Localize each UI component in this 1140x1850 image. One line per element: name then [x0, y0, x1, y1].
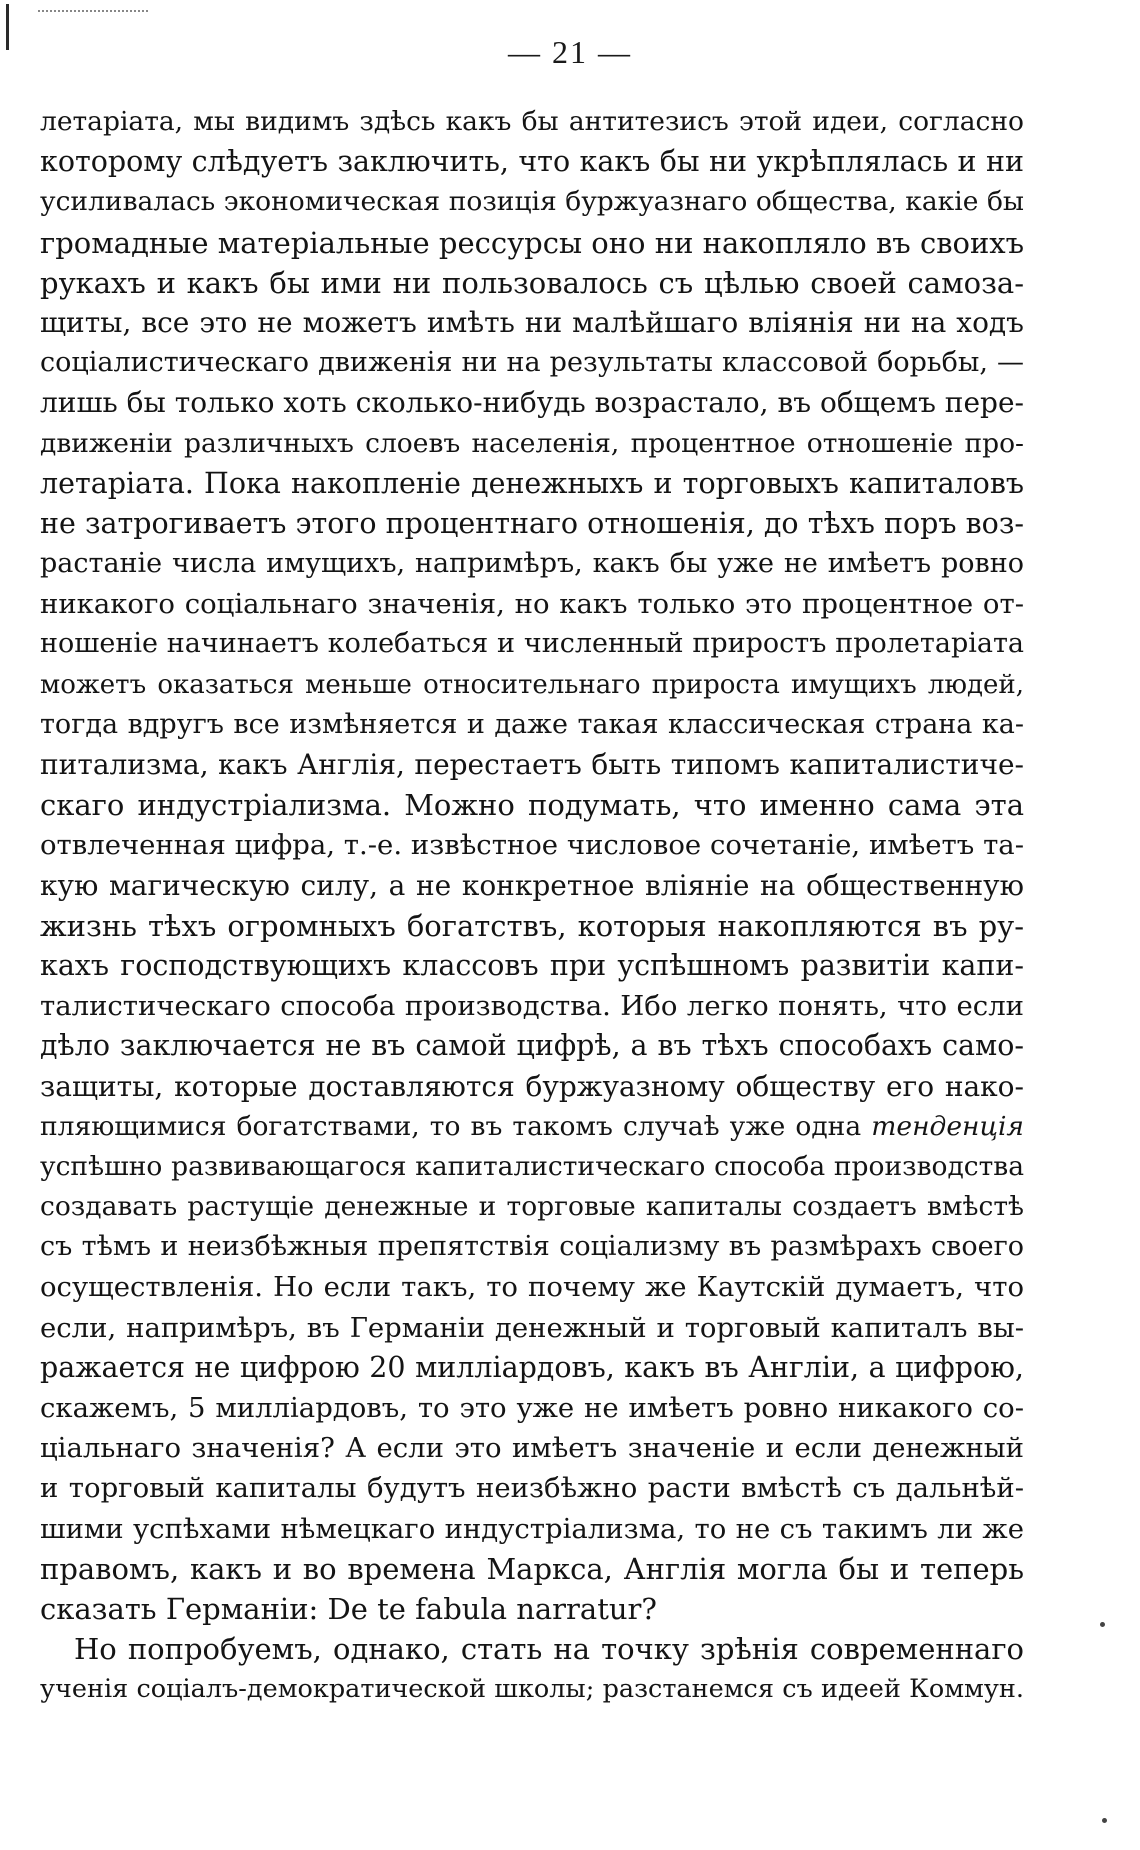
text-line: тогда вдругъ все измѣняется и даже такая классическая страна ка- — [40, 708, 1024, 740]
text-line: ношеніе начинаетъ колебаться и численный приростъ пролетаріата — [40, 628, 1024, 660]
text-line-with-emphasis — [40, 1107, 1024, 1147]
text-line: растаніе числа имущихъ, напримѣръ, какъ бы уже не имѣетъ ровно — [40, 548, 1024, 580]
text-line: осуществленія. Но если такъ, то почему же Каутскій думаетъ, что — [40, 1271, 1024, 1304]
text-line: отвлеченная цифра, т.-е. извѣстное числовое сочетаніе, имѣетъ та- — [40, 829, 1024, 862]
text-line: ціальнаго значенія? А если это имѣетъ значеніе и если денежный — [40, 1432, 1024, 1465]
emphasized-word: тенденція — [871, 1110, 1024, 1142]
text-line: никакого соціальнаго значенія, но какъ только это процентное от- — [40, 588, 1024, 621]
text-line: летаріата. Пока накопленіе денежныхъ и торговыхъ капиталовъ — [40, 466, 1024, 500]
text-line: успѣшно развивающагося капиталистическаго способа производства — [40, 1150, 1024, 1182]
text-line: талистическаго способа производства. Ибо легко понять, что если — [40, 990, 1024, 1023]
body-text — [40, 102, 1024, 1710]
text-line: и торговый капиталы будутъ неизбѣжно расти вмѣстѣ съ дальнѣй- — [40, 1472, 1024, 1505]
scan-artifact — [38, 10, 148, 22]
text-line: скажемъ, 5 милліардовъ, то это уже не имѣетъ ровно никакого со- — [40, 1392, 1024, 1424]
paragraph-1 — [40, 102, 1024, 1629]
text-line: кую магическую силу, а не конкретное вліяніе на общественную — [40, 868, 1024, 902]
text-line: если, напримѣръ, въ Германіи денежный и торговый капиталъ вы- — [40, 1311, 1024, 1344]
text-line: ражается не цифрою 20 милліардовъ, какъ въ Англіи, а цифрою, — [40, 1350, 1024, 1384]
text-line: кахъ господствующихъ классовъ при успѣшномъ развитіи капи- — [40, 948, 1024, 982]
text-line: соціалистическаго движенія ни на результаты классовой борьбы, — — [40, 347, 1024, 379]
text-line: которому слѣдуетъ заключить, что какъ бы ни укрѣплялась и ни — [40, 145, 1024, 179]
text-line: громадные матеріальные рессурсы оно ни накопляло въ своихъ — [40, 225, 1024, 260]
text-line: щиты, все это не можетъ имѣть ни малѣйшаго вліянія ни на ходъ — [40, 305, 1024, 339]
page-number: — 21 — — [508, 34, 632, 70]
text-line: питализма, какъ Англія, перестаетъ быть типомъ капиталистиче- — [40, 748, 1024, 781]
text-line: ученія соціалъ-демократической школы; разстанемся съ идеей Коммун. — [40, 1674, 1024, 1705]
text-line: съ тѣмъ и неизбѣжныя препятствія соціализму въ размѣрахъ своего — [40, 1231, 1024, 1263]
text-line: не затрогиваетъ этого процентнаго отношенія, до тѣхъ поръ воз- — [40, 506, 1024, 540]
text-line: можетъ оказаться меньше относительнаго прироста имущихъ людей, — [40, 669, 1024, 700]
text-line: летаріата, мы видимъ здѣсь какъ бы антитезисъ этой идеи, согласно — [40, 106, 1024, 137]
text-line: защиты, которые доставляются буржуазному обществу его нако- — [40, 1069, 1024, 1103]
text-line: Но попробуемъ, однако, стать на точку зрѣнія современнаго — [74, 1632, 1024, 1667]
scan-speck — [1100, 1622, 1105, 1627]
text-line: лишь бы только хоть сколько-нибудь возрастало, въ общемъ пере- — [40, 386, 1024, 420]
paragraph-2 — [40, 1629, 1024, 1709]
text-line: рукахъ и какъ бы ими ни пользовалось съ цѣлью своей самоза- — [40, 265, 1024, 300]
text-line: движеніи различныхъ слоевъ населенія, процентное отношеніе про- — [40, 427, 1024, 459]
text-line: шими успѣхами нѣмецкаго индустріализма, то не съ такимъ ли же — [40, 1512, 1024, 1545]
text-segment: пляющимися богатствами, то въ такомъ случаѣ уже одна — [40, 1110, 862, 1142]
text-line: усиливалась экономическая позиція буржуазнаго общества, какіе бы — [40, 186, 1024, 218]
text-line: дѣло заключается не въ самой цифрѣ, а въ тѣхъ способахъ само- — [40, 1029, 1024, 1063]
scan-speck — [1102, 1818, 1107, 1823]
text-line: жизнь тѣхъ огромныхъ богатствъ, которыя накопляются въ ру- — [40, 908, 1024, 943]
text-line: сказать Германіи: De te fabula narratur? — [40, 1591, 657, 1626]
text-line: правомъ, какъ и во времена Маркса, Англія могла бы и теперь — [40, 1551, 1024, 1586]
text-line: скаго индустріализма. Можно подумать, что именно сама эта — [40, 788, 1024, 823]
text-line: создавать растущіе денежные и торговые капиталы создаетъ вмѣстѣ — [40, 1191, 1024, 1223]
